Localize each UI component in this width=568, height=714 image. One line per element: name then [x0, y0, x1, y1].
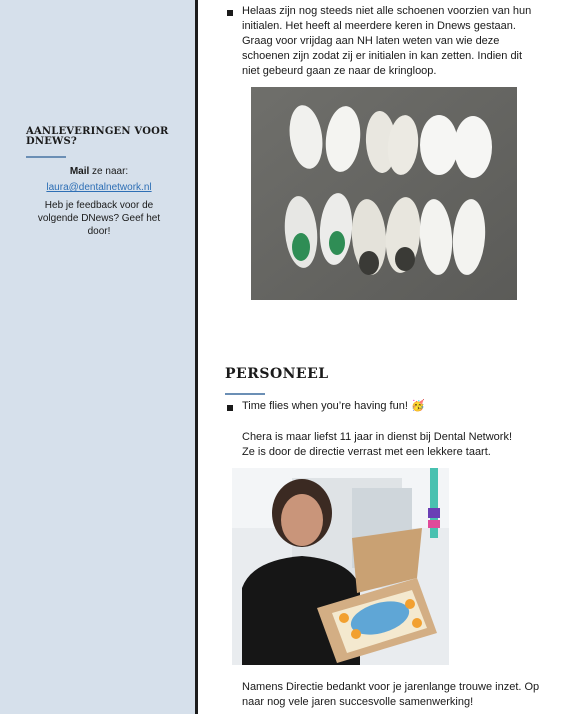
sidebar-divider — [26, 156, 66, 158]
shoes-notice-line: Helaas zijn nog steeds niet alle schoenen voorzien van hun — [242, 5, 532, 17]
closing-line: naar nog vele jaren succesvolle samenwerking! — [242, 696, 474, 708]
email-link[interactable]: laura@dentalnetwork.nl — [46, 182, 152, 193]
shoes-photo — [251, 87, 517, 300]
bullet-marker — [227, 10, 233, 16]
section-divider — [225, 393, 265, 395]
shoes-notice-line: Graag voor vrijdag aan NH laten weten van wie deze — [242, 35, 500, 47]
anniversary-line: Ze is door de directie verrast met een lekkere taart. — [242, 446, 491, 458]
mail-instruction — [26, 165, 172, 178]
sidebar-title: AANLEVERINGEN VOOR DNEWS? — [26, 126, 169, 147]
section-title-personeel: PERSONEEL — [225, 366, 329, 382]
anniversary-line: Chera is maar liefst 11 jaar in dienst bij Dental Network! — [242, 431, 513, 443]
shoes-notice — [242, 4, 531, 79]
celebration-photo — [232, 468, 449, 665]
sidebar — [0, 0, 198, 714]
closing-line: Namens Directie bedankt voor je jarenlange trouwe inzet. Op — [242, 681, 540, 693]
bullet-marker — [227, 405, 233, 411]
personeel-bullet-text: Time flies when you’re having fun! 🥳 — [242, 400, 425, 412]
shoes-notice-line: initialen. Het heeft al meerdere keren in Dnews gestaan. — [242, 20, 516, 32]
shoes-notice-line: schoenen zijn zodat zij er initialen in kan zetten. Indien dit — [242, 50, 523, 62]
anniversary-paragraph — [242, 430, 512, 460]
closing-paragraph — [242, 680, 539, 710]
mail-suffix: ze naar: — [89, 166, 129, 177]
shoes-notice-line: niet gebeurd gaan ze naar de kringloop. — [242, 65, 437, 77]
mail-label: Mail — [69, 166, 90, 177]
feedback-text: Heb je feedback voor de volgende DNews? Geef het door! — [37, 200, 161, 237]
